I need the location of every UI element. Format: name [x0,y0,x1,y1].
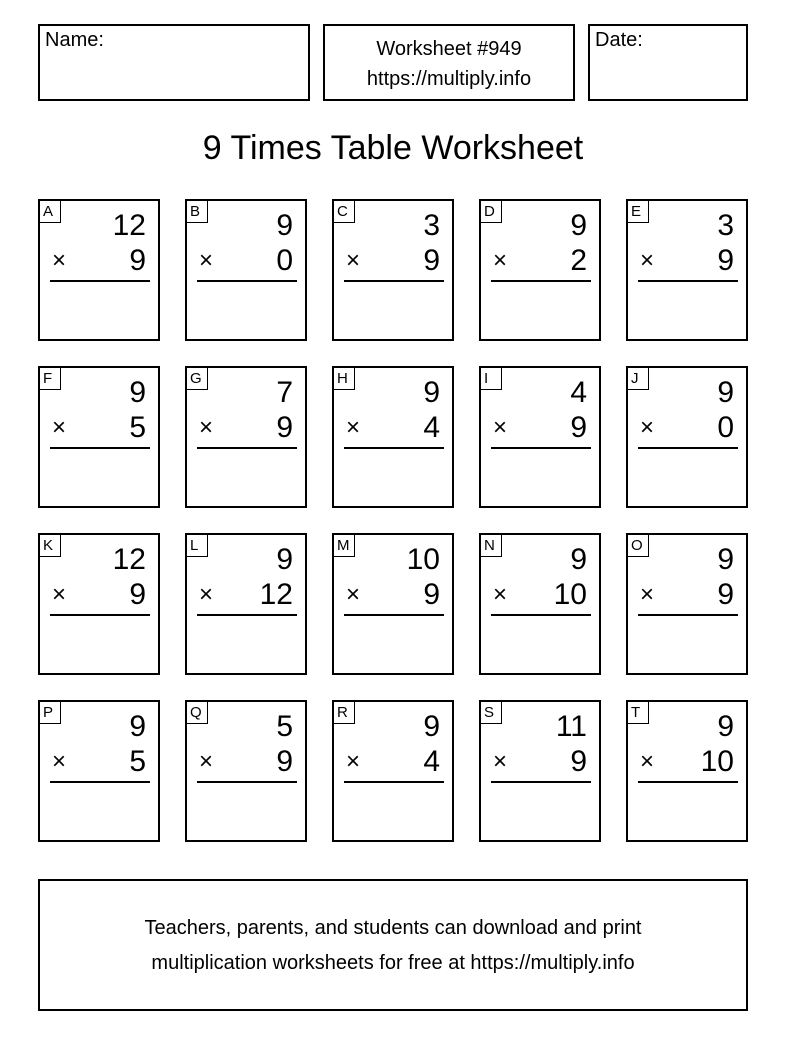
problem-letter: T [628,702,649,724]
problem-letter: N [481,535,502,557]
multiplicand: 9 [570,209,587,242]
problem-letter: A [40,201,61,223]
multiplier: 0 [276,244,293,277]
answer-line [491,447,591,449]
multiplicand: 12 [112,543,146,576]
multiplier: 9 [129,244,146,277]
problem-card[interactable] [332,533,454,675]
problem-letter: D [481,201,502,223]
answer-line [197,447,297,449]
problem-letter: H [334,368,355,390]
problem-letter: I [481,368,502,390]
answer-line [50,614,150,616]
problem-card[interactable] [479,199,601,341]
problem-letter: E [628,201,649,223]
multiplier: 2 [570,244,587,277]
times-sign: × [52,581,67,608]
problem-card[interactable] [332,700,454,842]
multiplicand: 9 [129,376,146,409]
multiplicand: 11 [555,710,587,743]
times-sign: × [52,748,67,775]
times-sign: × [52,414,67,441]
answer-line [344,280,444,282]
multiplicand: 9 [423,376,440,409]
times-sign: × [199,247,214,274]
multiplicand: 9 [423,710,440,743]
problem-letter: M [334,535,355,557]
answer-line [638,447,738,449]
multiplier: 9 [129,578,146,611]
problem-card[interactable] [479,366,601,508]
answer-line [638,280,738,282]
multiplier: 9 [717,578,734,611]
multiplier: 5 [129,411,146,444]
multiplier: 0 [717,411,734,444]
problem-letter: F [40,368,61,390]
times-sign: × [346,748,361,775]
times-sign: × [493,581,508,608]
multiplicand: 4 [570,376,587,409]
times-sign: × [493,247,508,274]
multiplicand: 9 [129,710,146,743]
problem-card[interactable] [185,199,307,341]
multiplicand: 9 [717,543,734,576]
times-sign: × [52,247,67,274]
answer-line [50,447,150,449]
times-sign: × [199,748,214,775]
answer-line [344,614,444,616]
times-sign: × [640,247,655,274]
multiplicand: 7 [276,376,293,409]
times-sign: × [640,748,655,775]
multiplicand: 9 [570,543,587,576]
problem-card[interactable] [185,533,307,675]
answer-line [344,781,444,783]
problem-card[interactable] [479,700,601,842]
problem-letter: B [187,201,208,223]
date-field-box[interactable] [588,24,748,101]
times-sign: × [346,581,361,608]
multiplier: 9 [570,411,587,444]
multiplier: 9 [423,244,440,277]
multiplier: 9 [570,745,587,778]
name-label: Name: [45,29,104,51]
problem-letter: O [628,535,649,557]
answer-line [491,781,591,783]
times-sign: × [493,748,508,775]
problem-letter: S [481,702,502,724]
problem-letter: P [40,702,61,724]
problem-letter: G [187,368,208,390]
problem-letter: K [40,535,61,557]
multiplicand: 9 [717,376,734,409]
problem-letter: R [334,702,355,724]
multiplicand: 9 [717,710,734,743]
multiplier: 4 [423,745,440,778]
problem-card[interactable] [38,700,160,842]
problem-card[interactable] [626,533,748,675]
problem-card[interactable] [332,199,454,341]
multiplier: 9 [717,244,734,277]
name-field-box[interactable] [38,24,310,101]
problem-card[interactable] [332,366,454,508]
date-label: Date: [595,29,643,51]
times-sign: × [199,581,214,608]
problem-card[interactable] [38,366,160,508]
problem-card[interactable] [38,533,160,675]
multiplier: 12 [259,578,293,611]
worksheet-info-box [323,24,575,101]
multiplicand: 5 [276,710,293,743]
footer-box [38,879,748,1011]
multiplier: 10 [553,578,587,611]
multiplicand: 10 [406,543,440,576]
answer-line [197,781,297,783]
times-sign: × [346,247,361,274]
problem-letter: J [628,368,649,390]
answer-line [197,280,297,282]
times-sign: × [493,414,508,441]
footer-line-1: Teachers, parents, and students can download and print [144,917,642,939]
problem-card[interactable] [185,366,307,508]
answer-line [491,614,591,616]
multiplier: 10 [700,745,734,778]
multiplicand: 3 [423,209,440,242]
answer-line [491,280,591,282]
problem-card[interactable] [185,700,307,842]
answer-line [50,280,150,282]
multiplicand: 3 [717,209,734,242]
footer-line-2: multiplication worksheets for free at https://multiply.info [151,952,635,974]
problem-letter: L [187,535,208,557]
multiplier: 5 [129,745,146,778]
multiplicand: 9 [276,543,293,576]
times-sign: × [346,414,361,441]
multiplicand: 12 [112,209,146,242]
multiplier: 9 [276,745,293,778]
problem-card[interactable] [626,366,748,508]
multiplicand: 9 [276,209,293,242]
answer-line [50,781,150,783]
times-sign: × [199,414,214,441]
problem-card[interactable] [38,199,160,341]
answer-line [197,614,297,616]
problem-letter: C [334,201,355,223]
problem-card[interactable] [479,533,601,675]
multiplier: 9 [276,411,293,444]
problem-card[interactable] [626,199,748,341]
times-sign: × [640,414,655,441]
answer-line [638,781,738,783]
problem-card[interactable] [626,700,748,842]
times-sign: × [640,581,655,608]
multiplier: 9 [423,578,440,611]
multiplier: 4 [423,411,440,444]
answer-line [344,447,444,449]
page-title: 9 Times Table Worksheet [202,129,584,167]
worksheet-url: https://multiply.info [366,68,532,90]
answer-line [638,614,738,616]
worksheet-id: Worksheet #949 [376,38,522,60]
problem-letter: Q [187,702,208,724]
